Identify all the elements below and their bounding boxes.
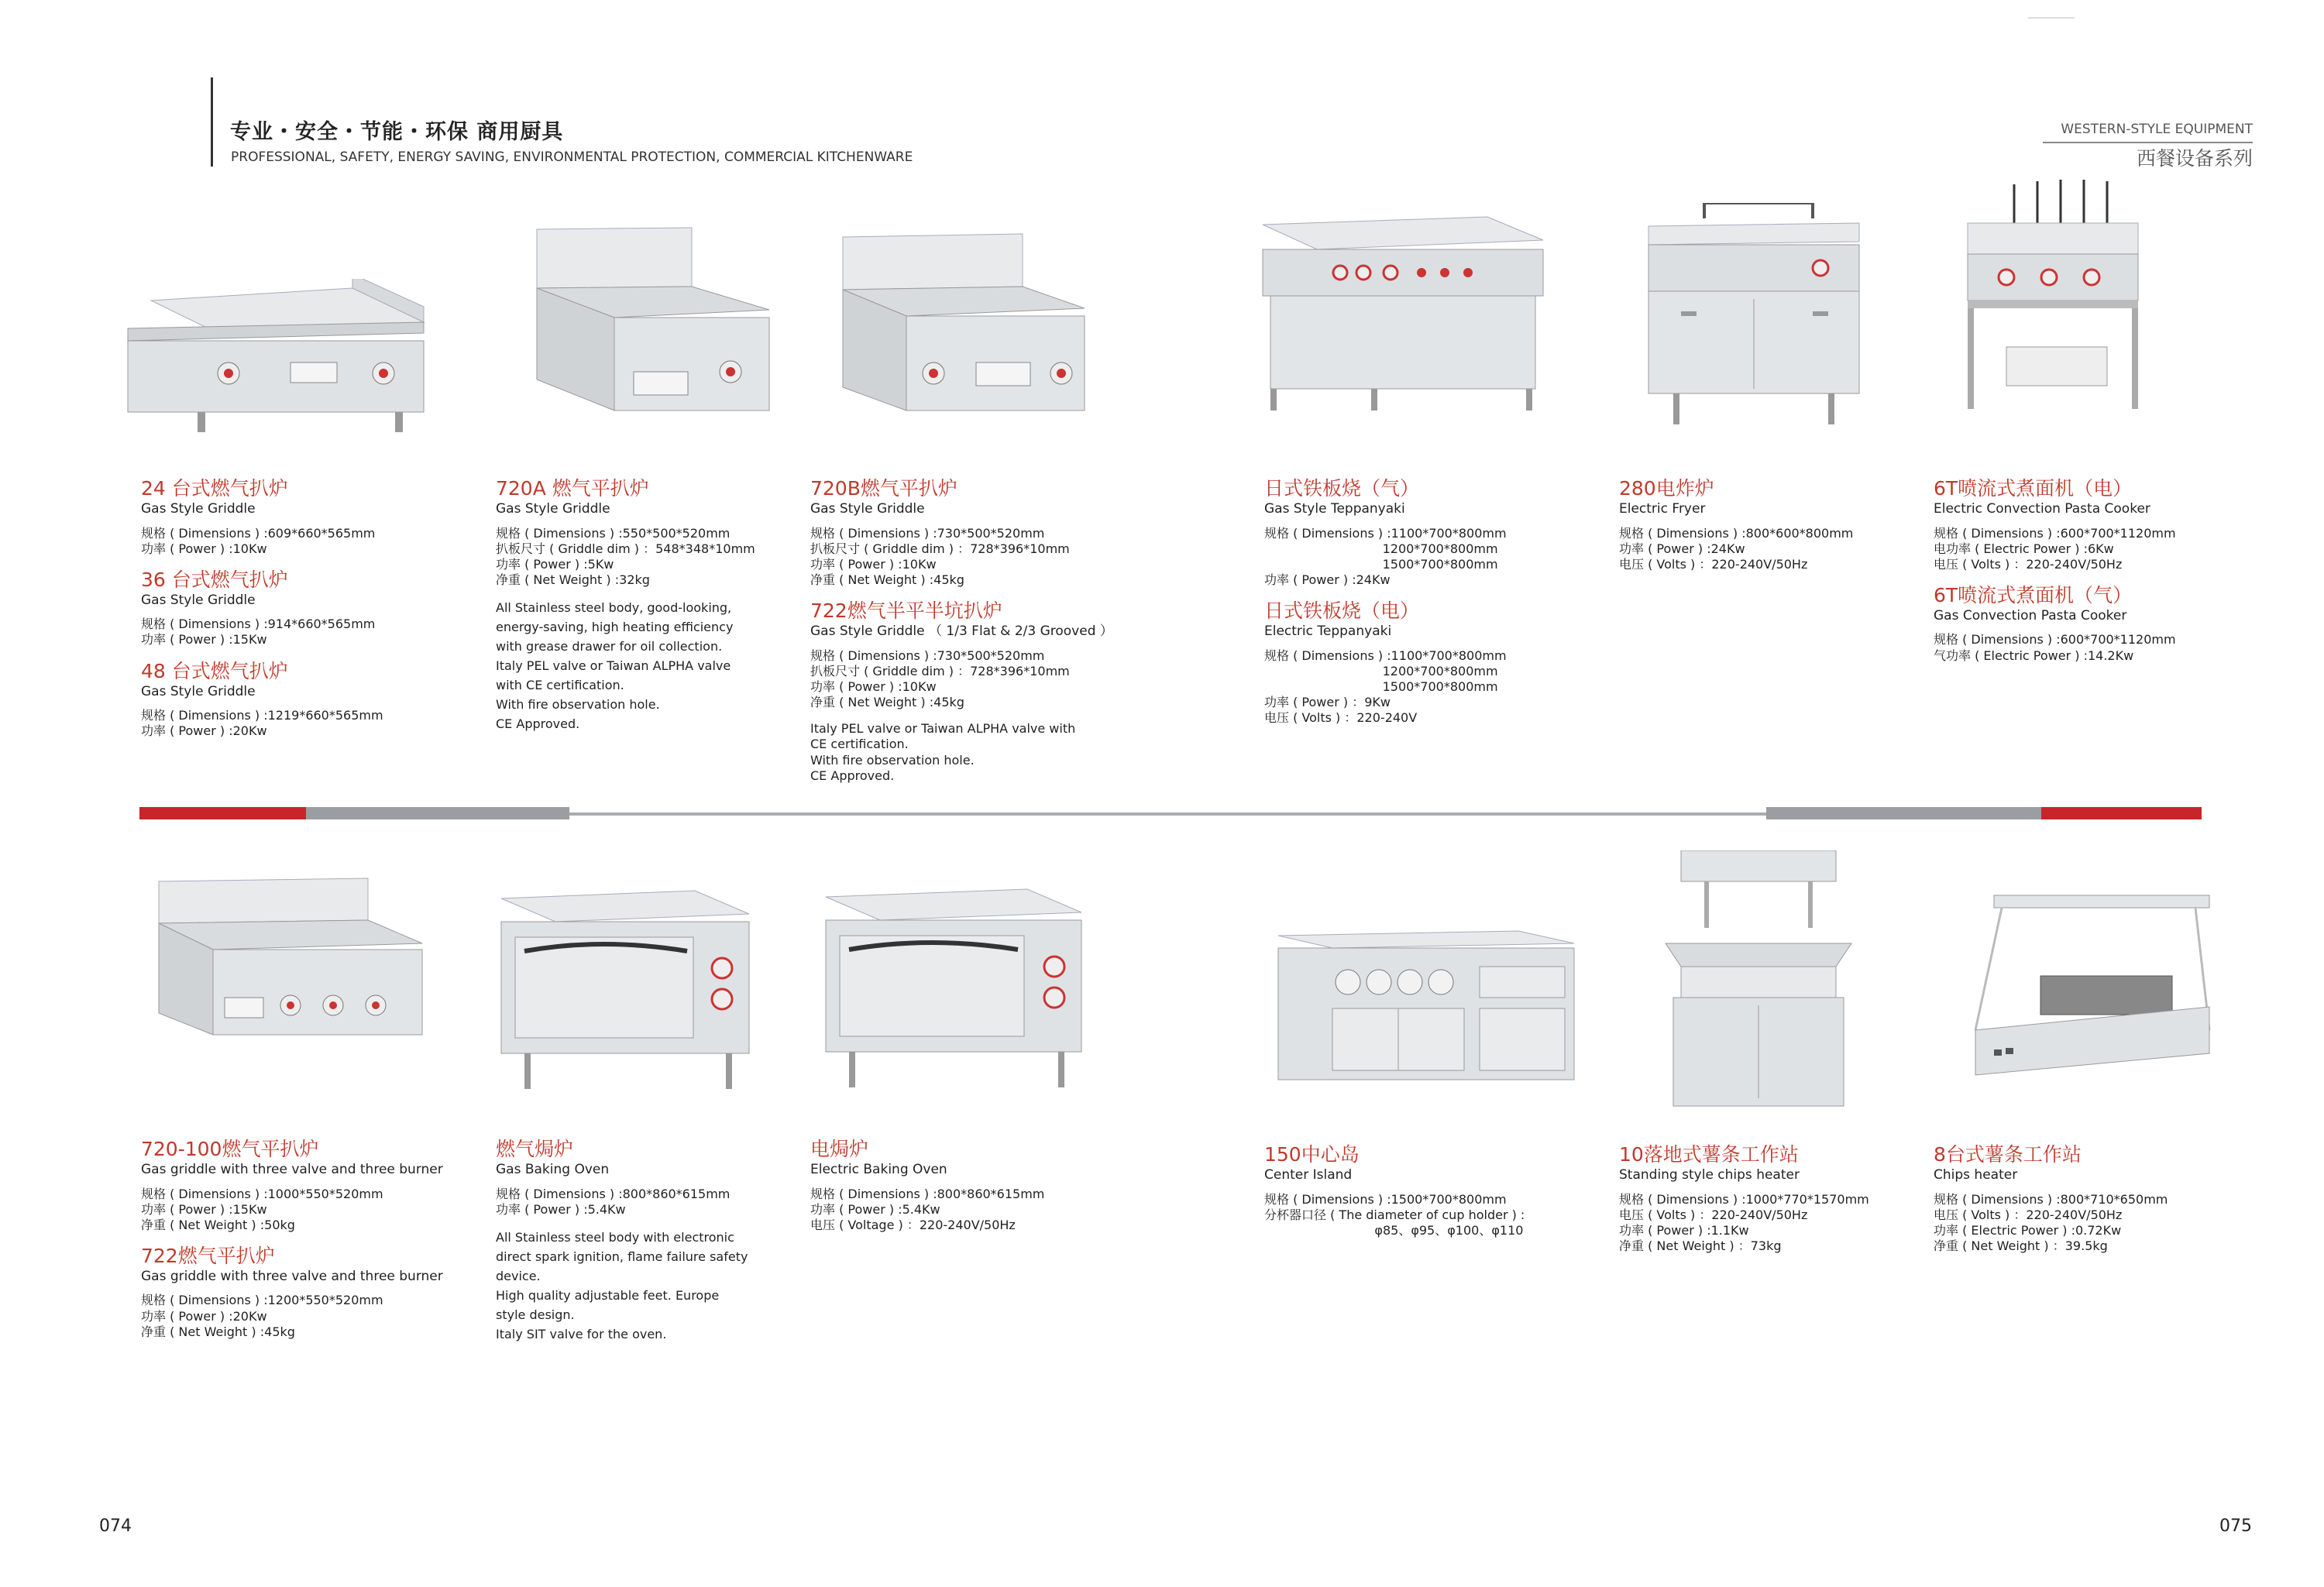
item-spec: 规格 ( Dimensions ) :800*860*615mm 功率 ( Power ) :5.4Kw xyxy=(496,1186,731,1217)
item-title: 150中心岛 xyxy=(1264,1143,1360,1166)
griddle-720b-image xyxy=(837,232,1092,426)
item-subtitle: Standing style chips heater xyxy=(1619,1167,1800,1183)
header-rule xyxy=(211,77,213,167)
item-spec: 规格 ( Dimensions ) :550*500*520mm 扒板尺寸 ( Griddle dim ) ：548*348*10mm 功率 ( Power ) :5Kw 净重 ( Net Weight ) :32kg xyxy=(496,525,755,587)
item-subtitle: Gas Style Griddle xyxy=(810,501,925,517)
item-spec: 规格 ( Dimensions ) :1000*770*1570mm 电压 ( Volts ) ：220-240V/50Hz 功率 ( Power ) :1.1Kw 净重 ( Net Weight ) ：73kg xyxy=(1619,1191,1869,1253)
item-title: 燃气焗炉 xyxy=(496,1138,574,1160)
item-center-island xyxy=(1264,1142,1525,1238)
divider-grey-right xyxy=(1766,807,2041,819)
teppanyaki-image xyxy=(1255,209,1549,418)
item-spec: 规格 ( Dimensions ) :730*500*520mm 扒板尺寸 ( Griddle dim ) ：728*396*10mm 功率 ( Power ) :10Kw 净重 ( Net Weight ) :45kg xyxy=(810,648,1070,710)
item-subtitle: Gas griddle with three valve and three burner xyxy=(141,1162,443,1178)
item-subtitle: Gas Style Griddle xyxy=(141,593,256,609)
item-chips-heater xyxy=(1934,1142,2168,1254)
item-title: 日式铁板烧（电） xyxy=(1264,599,1420,623)
divider-grey-left xyxy=(306,807,569,819)
item-spec: 规格 ( Dimensions ) :1100*700*800mm 1200*700*800mm 1500*700*800mm 功率 ( Power ) ：9Kw 电压 ( Volts ) ：220-240V xyxy=(1264,648,1507,726)
item-subtitle: Gas Style Griddle （ 1/3 Flat & 2/3 Grooved ） xyxy=(810,623,1113,640)
item-title: 280电炸炉 xyxy=(1619,477,1714,500)
item-teppanyaki xyxy=(1264,476,1507,726)
item-720a-griddle xyxy=(496,476,755,734)
corner-mark xyxy=(2028,17,2075,19)
item-subtitle: Gas Baking Oven xyxy=(496,1162,610,1178)
pasta-cooker-image xyxy=(1960,177,2146,424)
header-title-en: PROFESSIONAL, SAFETY, ENERGY SAVING, ENVIRONMENTAL PROTECTION, COMMERCIAL KITCHENWARE xyxy=(231,149,913,165)
item-spec: 规格 ( Dimensions ) :800*860*615mm 功率 ( Power ) :5.4Kw 电压 ( Voltage ) ：220-240V/50Hz xyxy=(810,1186,1045,1232)
item-subtitle: Gas Style Griddle xyxy=(141,501,256,517)
item-spec: 规格 ( Dimensions ) :730*500*520mm 扒板尺寸 ( Griddle dim ) ：728*396*10mm 功率 ( Power ) :10Kw 净重 ( Net Weight ) :45kg xyxy=(810,525,1070,587)
griddle-720-100-image xyxy=(151,874,430,1060)
item-spec: 规格 ( Dimensions ) :600*700*1120mm 电功率 ( Electric Power ) :6Kw 电压 ( Volts ) ：220-240V/50Hz xyxy=(1934,525,2176,572)
page-number-left: 074 xyxy=(99,1517,132,1536)
item-title: 720-100燃气平扒炉 xyxy=(141,1138,319,1160)
item-24-griddle xyxy=(141,476,383,739)
item-subtitle: Electric Teppanyaki xyxy=(1264,623,1392,640)
item-subtitle: Gas Style Griddle xyxy=(496,501,610,517)
electric-fryer-image xyxy=(1642,203,1875,435)
item-spec: 规格 ( Dimensions ) :1500*700*800mm 分杯器口径 ( The diameter of cup holder ) : φ85、φ95、φ100、φ110 xyxy=(1264,1191,1525,1238)
item-title: 48 台式燃气扒炉 xyxy=(141,659,288,682)
section-title-en: WESTERN-STYLE EQUIPMENT xyxy=(2061,122,2253,137)
item-title: 10落地式薯条工作站 xyxy=(1619,1143,1799,1166)
page-number-right: 075 xyxy=(2219,1517,2252,1536)
griddle-720a-image xyxy=(529,225,777,418)
item-720b-griddle xyxy=(810,476,1113,784)
item-title: 720B燃气平扒炉 xyxy=(810,477,957,500)
gas-baking-oven-image xyxy=(493,883,757,1100)
item-subtitle: Gas Style Teppanyaki xyxy=(1264,501,1405,517)
standing-chips-heater-image xyxy=(1658,850,1859,1114)
item-description: All Stainless steel body, good-looking, energy-saving, high heating efficiency with grease drawer for oil collection. Italy PEL valve or Taiwan ALPHA valve with CE certification. With fire observation hole. CE Approved. xyxy=(496,600,734,731)
item-standing-chips-heater xyxy=(1619,1142,1869,1254)
item-title: 日式铁板烧（气） xyxy=(1264,477,1420,500)
item-subtitle: Electric Convection Pasta Cooker xyxy=(1934,501,2150,517)
item-pasta-cooker xyxy=(1934,476,2176,664)
item-title: 722燃气半平半坑扒炉 xyxy=(810,599,1002,623)
item-description: Italy PEL valve or Taiwan ALPHA valve with CE certification. With fire observation hole. CE Approved. xyxy=(810,721,1076,783)
item-spec: 规格 ( Dimensions ) :1219*660*565mm 功率 ( Power ) :20Kw xyxy=(141,708,383,739)
divider-red-left xyxy=(139,807,306,819)
item-subtitle: Center Island xyxy=(1264,1167,1353,1183)
item-spec: 规格 ( Dimensions ) :609*660*565mm 功率 ( Power ) :10Kw xyxy=(141,525,376,556)
item-spec: 规格 ( Dimensions ) :600*700*1120mm 气功率 ( Electric Power ) :14.2Kw xyxy=(1934,632,2176,663)
item-title: 720A 燃气平扒炉 xyxy=(496,477,649,500)
item-title: 36 台式燃气扒炉 xyxy=(141,568,288,591)
item-spec: 规格 ( Dimensions ) :1200*550*520mm 功率 ( Power ) :20Kw 净重 ( Net Weight ) :45kg xyxy=(141,1293,383,1339)
item-spec: 规格 ( Dimensions ) :1000*550*520mm 功率 ( Power ) :15Kw 净重 ( Net Weight ) :50kg xyxy=(141,1186,383,1232)
chips-heater-image xyxy=(1963,891,2219,1092)
item-title: 24 台式燃气扒炉 xyxy=(141,477,288,500)
center-island-image xyxy=(1270,928,1580,1098)
item-subtitle: Gas Convection Pasta Cooker xyxy=(1934,608,2127,624)
section-title-cn: 西餐设备系列 xyxy=(2136,147,2253,170)
item-spec: 规格 ( Dimensions ) :800*600*800mm 功率 ( Power ) :24Kw 电压 ( Volts ) ：220-240V/50Hz xyxy=(1619,525,1854,572)
item-electric-baking-oven xyxy=(810,1137,1044,1233)
item-subtitle: Gas griddle with three valve and three burner xyxy=(141,1269,443,1285)
item-spec: 规格 ( Dimensions ) :914*660*565mm 功率 ( Power ) :15Kw xyxy=(141,617,376,648)
item-title: 6T喷流式煮面机（气） xyxy=(1934,583,2133,606)
item-subtitle: Electric Fryer xyxy=(1619,501,1706,517)
item-subtitle: Electric Baking Oven xyxy=(810,1162,947,1178)
divider-red-right xyxy=(2041,807,2202,819)
header-title-cn: 专业・安全・节能・环保 商用厨具 xyxy=(230,120,564,144)
item-title: 8台式薯条工作站 xyxy=(1934,1143,2082,1166)
item-subtitle: Chips heater xyxy=(1934,1167,2018,1183)
item-title: 722燃气平扒炉 xyxy=(141,1244,275,1267)
item-720-100-griddle xyxy=(141,1137,443,1340)
item-description: All Stainless steel body with electronic direct spark ignition, flame failure safety device. High quality adjustable feet. Europe style design. Italy SIT valve for the oven. xyxy=(496,1229,748,1341)
item-spec: 规格 ( Dimensions ) :800*710*650mm 电压 ( Volts ) ：220-240V/50Hz 功率 ( Electric Power ) :0.72Kw 净重 ( Net Weight ) ：39.5kg xyxy=(1934,1191,2168,1253)
item-gas-baking-oven xyxy=(496,1137,748,1345)
gas-griddle-24-image xyxy=(120,279,430,434)
item-title: 电焗炉 xyxy=(810,1138,869,1160)
divider-line xyxy=(569,812,1766,816)
item-subtitle: Gas Style Griddle xyxy=(141,683,256,699)
electric-baking-oven-image xyxy=(818,881,1089,1098)
item-electric-fryer xyxy=(1619,476,1853,572)
item-spec: 规格 ( Dimensions ) :1100*700*800mm 1200*700*800mm 1500*700*800mm 功率 ( Power ) :24Kw xyxy=(1264,525,1507,587)
item-title: 6T喷流式煮面机（电） xyxy=(1934,477,2133,500)
